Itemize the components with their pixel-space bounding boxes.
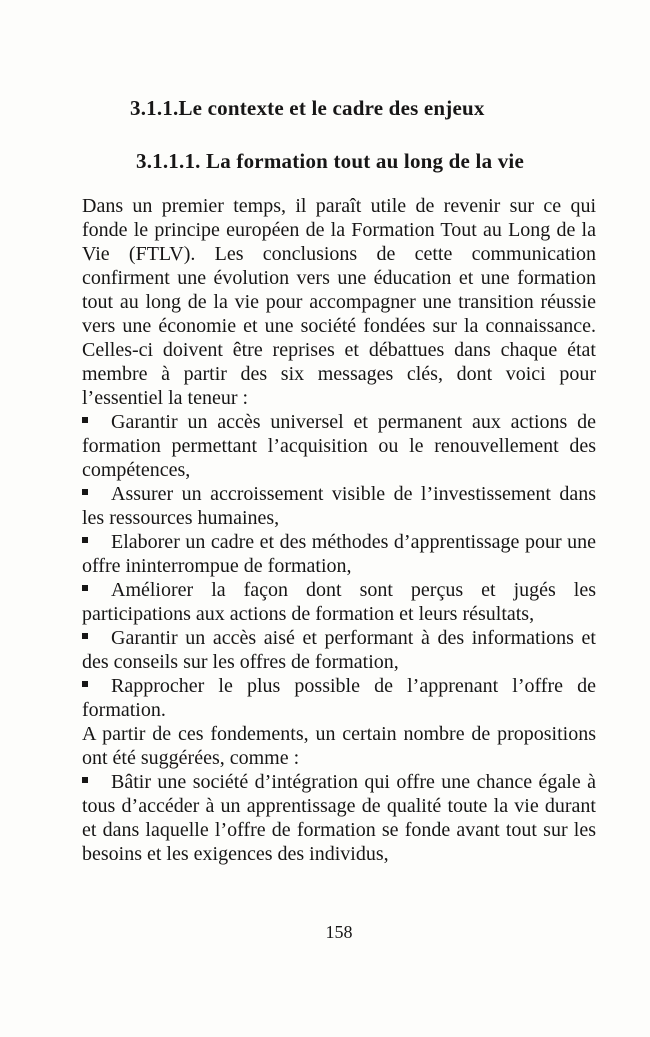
square-bullet-icon xyxy=(82,417,88,423)
square-bullet-icon xyxy=(82,537,88,543)
body-text xyxy=(82,194,596,866)
bullet-item xyxy=(82,626,596,674)
intro-paragraph: Dans un premier temps, il paraît utile de revenir sur ce qui fonde le principe européen de la Formation Tout au Long de la Vie (FTLV). Les conclusions de cette communication confirment une évolution vers une éducation et une formation tout au long de la vie pour accompagner une transition réussie vers une économie et une société fondées sur la connaissance. Celles-ci doivent être reprises et débattues dans chaque état membre à partir des six messages clés, dont voici pour l’essentiel la teneur : xyxy=(82,195,596,409)
square-bullet-icon xyxy=(82,633,88,639)
transition-paragraph: A partir de ces fondements, un certain nombre de propositions ont été suggérées, comme : xyxy=(82,723,596,769)
bullet-text: Assurer un accroissement visible de l’investissement dans les ressources humaines, xyxy=(82,483,596,529)
bullet-text: Bâtir une société d’intégration qui offre une chance égale à tous d’accéder à un apprentissage de qualité toute la vie durant et dans laquelle l’offre de formation se fonde avant tout sur les besoins et les exigences des individus, xyxy=(82,771,596,865)
bullet-item xyxy=(82,530,596,578)
page-number: 158 xyxy=(325,922,353,942)
bullet-text: Rapprocher le plus possible de l’apprenant l’offre de formation. xyxy=(82,675,596,721)
bullet-item xyxy=(82,578,596,626)
bullet-text: Garantir un accès universel et permanent aux actions de formation permettant l’acquisition ou le renouvellement des compétences, xyxy=(82,411,596,481)
square-bullet-icon xyxy=(82,489,88,495)
square-bullet-icon xyxy=(82,777,88,783)
bullet-text: Elaborer un cadre et des méthodes d’apprentissage pour une offre ininterrompue de formation, xyxy=(82,531,596,577)
square-bullet-icon xyxy=(82,585,88,591)
bullet-text: Améliorer la façon dont sont perçus et jugés les participations aux actions de formation et leurs résultats, xyxy=(82,579,596,625)
bullet-text: Garantir un accès aisé et performant à des informations et des conseils sur les offres de formation, xyxy=(82,627,596,673)
square-bullet-icon xyxy=(82,681,88,687)
text-block xyxy=(82,0,596,866)
section-heading: 3.1.1.Le contexte et le cadre des enjeux xyxy=(130,96,485,120)
bullet-item xyxy=(82,482,596,530)
bullet-item xyxy=(82,410,596,482)
bullet-item xyxy=(82,674,596,722)
subsection-heading: 3.1.1.1. La formation tout au long de la vie xyxy=(136,149,524,173)
bullet-item xyxy=(82,770,596,866)
